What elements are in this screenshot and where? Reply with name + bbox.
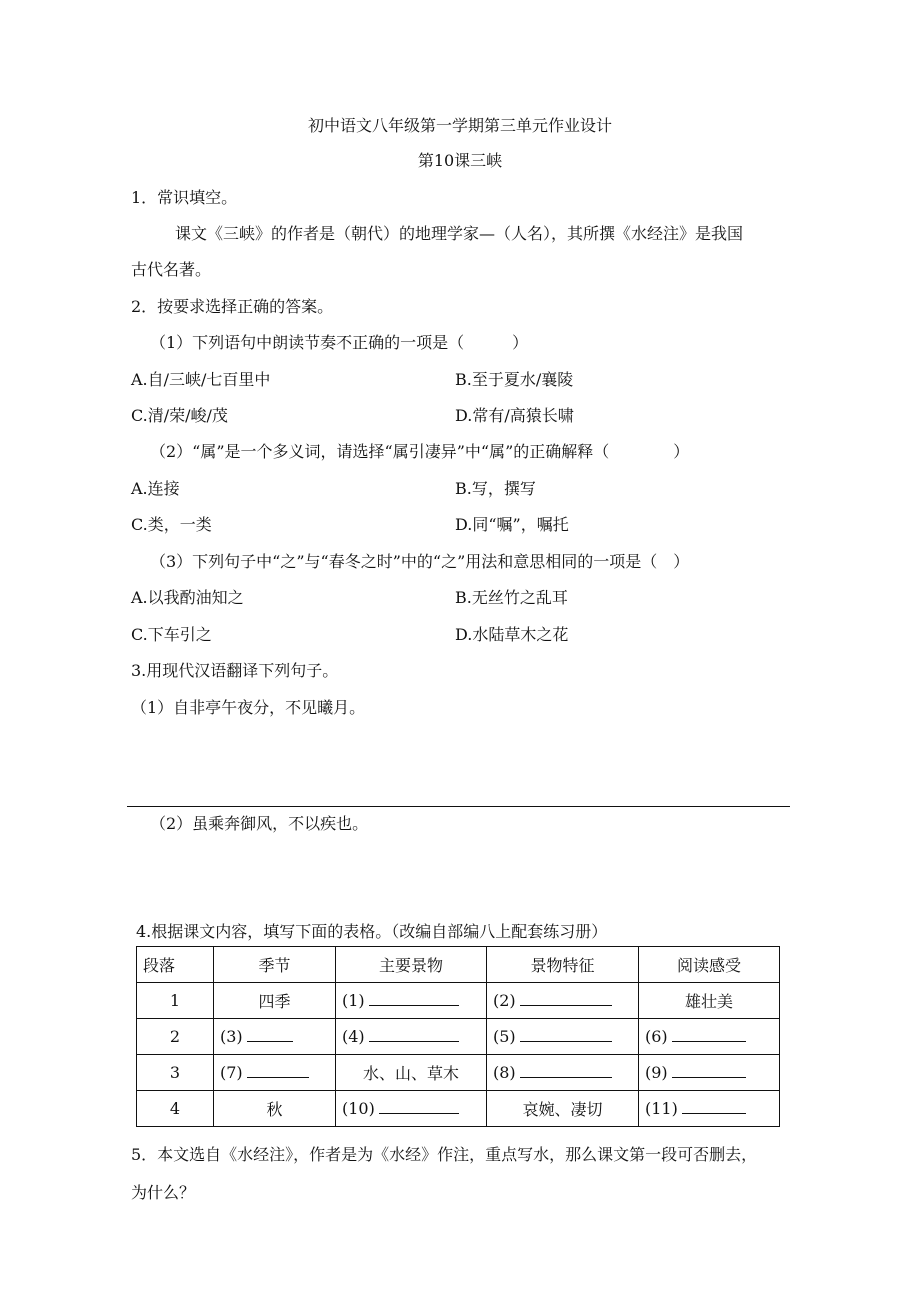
table-header-cell: 主要景物 bbox=[336, 947, 487, 983]
answer-line bbox=[127, 806, 790, 807]
q2-2-stem: （2）“属”是一个多义词，请选择“属引凄异”中“属”的正确解释（ ） bbox=[150, 442, 690, 461]
table-blank-cell[interactable]: (4) bbox=[336, 1019, 487, 1055]
q2-2-option-a: A.连接 bbox=[131, 479, 180, 498]
table-blank-cell[interactable]: (6) bbox=[639, 1019, 780, 1055]
q2-3-option-a: A.以我酌油知之 bbox=[131, 588, 244, 607]
table-blank-cell[interactable]: (10) bbox=[336, 1091, 487, 1127]
q2-1-option-a: A.自/三峡/七百里中 bbox=[131, 370, 271, 389]
q2-3-stem: （3）下列句子中“之”与“春冬之时”中的“之”用法和意思相同的一项是（ ） bbox=[150, 552, 690, 571]
table-cell: 3 bbox=[137, 1055, 214, 1091]
table-cell: 水、山、草木 bbox=[336, 1055, 487, 1091]
q4-heading: 4.根据课文内容，填写下面的表格。（改编自部编八上配套练习册） bbox=[136, 922, 608, 941]
q5-text-line2: 为什么？ bbox=[131, 1183, 196, 1202]
table-row bbox=[137, 1091, 780, 1127]
table-blank-cell[interactable]: (11) bbox=[639, 1091, 780, 1127]
q2-3-option-d: D.水陆草木之花 bbox=[455, 625, 569, 644]
table-cell: 哀婉、凄切 bbox=[487, 1091, 639, 1127]
q3-heading: 3.用现代汉语翻译下列句子。 bbox=[131, 661, 339, 680]
table-blank-cell[interactable]: (7) bbox=[214, 1055, 336, 1091]
q2-1-option-d: D.常有/高猿长啸 bbox=[455, 406, 574, 425]
table-blank-cell[interactable]: (5) bbox=[487, 1019, 639, 1055]
q2-heading: 2．按要求选择正确的答案。 bbox=[131, 297, 334, 316]
q5-text-line1: 5．本文选自《水经注》，作者是为《水经》作注，重点写水，那么课文第一段可否删去， bbox=[131, 1145, 758, 1164]
page-title: 初中语文八年级第一学期第三单元作业设计 bbox=[307, 116, 612, 135]
q2-2-option-b: B.写，撰写 bbox=[455, 479, 536, 498]
table-cell: 1 bbox=[137, 983, 214, 1019]
q3-sentence-2: （2）虽乘奔御风，不以疾也。 bbox=[150, 814, 369, 833]
table-header-cell: 阅读感受 bbox=[639, 947, 780, 983]
table-blank-cell[interactable]: (8) bbox=[487, 1055, 639, 1091]
table-row bbox=[137, 983, 780, 1019]
q2-3-option-b: B.无丝竹之乱耳 bbox=[455, 588, 568, 607]
table-cell: 4 bbox=[137, 1091, 214, 1127]
table-blank-cell[interactable]: (1) bbox=[336, 983, 487, 1019]
scenery-table bbox=[136, 946, 780, 1127]
table-cell: 雄壮美 bbox=[639, 983, 780, 1019]
q2-2-option-d: D.同“嘱”，嘱托 bbox=[455, 515, 569, 534]
table-cell: 四季 bbox=[214, 983, 336, 1019]
table-header-cell: 季节 bbox=[214, 947, 336, 983]
table-blank-cell[interactable]: (2) bbox=[487, 983, 639, 1019]
q2-1-option-c: C.清/荣/峻/茂 bbox=[131, 406, 228, 425]
q1-heading: 1．常识填空。 bbox=[131, 188, 238, 207]
table-blank-cell[interactable]: (3) bbox=[214, 1019, 336, 1055]
table-header-row bbox=[137, 947, 780, 983]
q2-3-option-c: C.下车引之 bbox=[131, 625, 212, 644]
q1-text-line1: 课文《三峡》的作者是（朝代）的地理学家—（人名），其所撰《水经注》是我国 bbox=[175, 224, 744, 243]
q2-1-option-b: B.至于夏水/襄陵 bbox=[455, 370, 574, 389]
table-row bbox=[137, 1055, 780, 1091]
q2-1-stem: （1）下列语句中朗读节奏不正确的一项是（ ） bbox=[150, 333, 529, 352]
lesson-title: 第10课三峡 bbox=[417, 151, 503, 170]
table-cell: 2 bbox=[137, 1019, 214, 1055]
table-cell: 秋 bbox=[214, 1091, 336, 1127]
table-blank-cell[interactable]: (9) bbox=[639, 1055, 780, 1091]
table-header-cell: 景物特征 bbox=[487, 947, 639, 983]
table-row bbox=[137, 1019, 780, 1055]
q1-text-line2: 古代名著。 bbox=[131, 260, 212, 279]
q2-2-option-c: C.类，一类 bbox=[131, 515, 212, 534]
table-header-cell: 段落 bbox=[137, 947, 214, 983]
q3-sentence-1: （1）自非亭午夜分，不见曦月。 bbox=[131, 698, 366, 717]
